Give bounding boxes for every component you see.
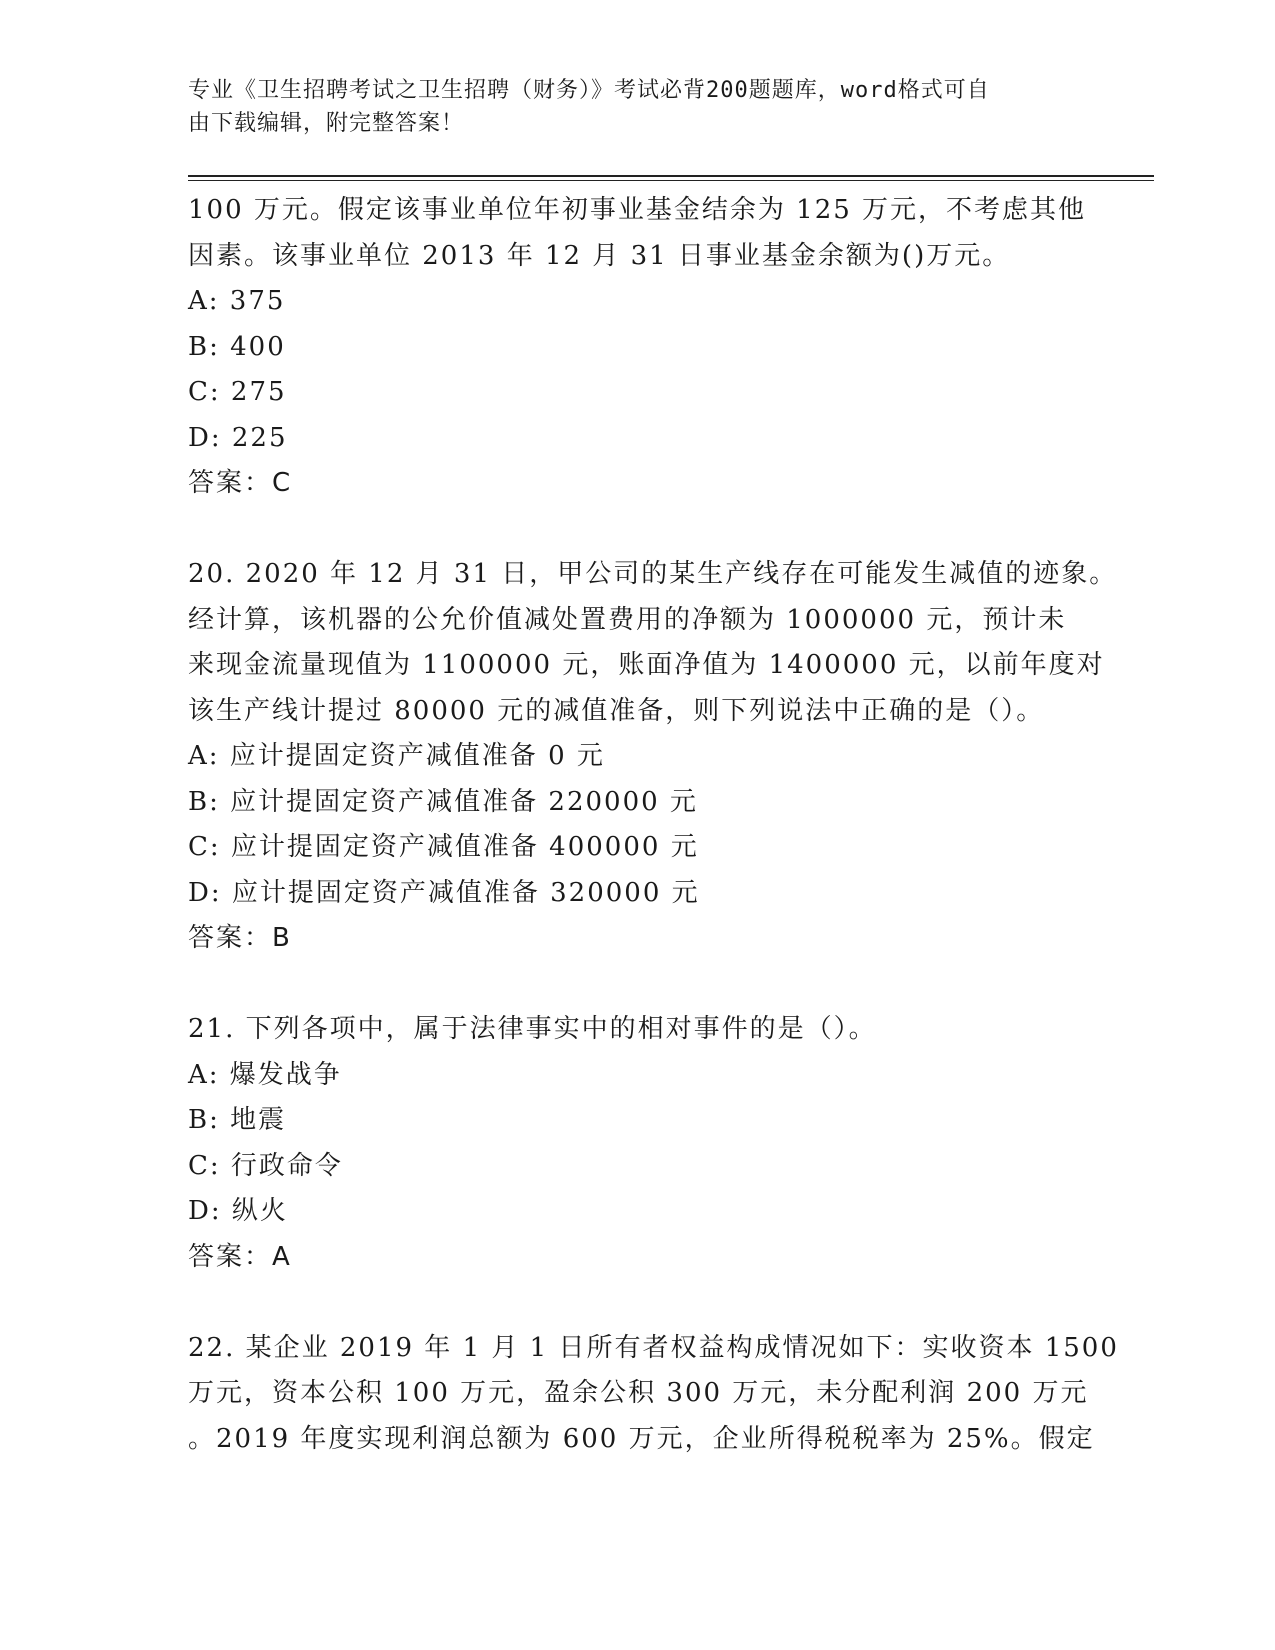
spacer	[188, 507, 1088, 553]
question-text-line: 来现金流量现值为 1100000 元，账面净值为 1400000 元，以前年度对	[188, 650, 1105, 680]
question-22	[188, 1326, 1119, 1463]
spacer	[188, 1280, 1088, 1326]
header-title-line-1: 专业《卫生招聘考试之卫生招聘（财务）》考试必背200题题库，word格式可自	[188, 78, 990, 103]
answer-line: 答案：B	[188, 923, 292, 953]
spacer	[188, 962, 1088, 1008]
option-c: C: 275	[188, 377, 287, 407]
option-c: C: 应计提固定资产减值准备 400000 元	[188, 832, 699, 862]
option-b: B: 400	[188, 331, 286, 362]
question-text-line: 万元，资本公积 100 万元，盈余公积 300 万元，未分配利润 200 万元	[188, 1378, 1089, 1408]
option-b: B: 地震	[188, 1105, 287, 1135]
question-text-line: 100 万元。假定该事业单位年初事业基金结余为 125 万元，不考虑其他	[188, 195, 1087, 225]
question-text-line: 。2019 年度实现利润总额为 600 万元，企业所得税税率为 25%。假定	[188, 1423, 1095, 1454]
option-a: A: 应计提固定资产减值准备 0 元	[188, 741, 605, 771]
option-b: B: 应计提固定资产减值准备 220000 元	[188, 786, 698, 817]
header-divider-thin	[188, 180, 1154, 181]
question-text-line: 21. 下列各项中，属于法律事实中的相对事件的是（）。	[188, 1014, 877, 1044]
question-21	[188, 1007, 1088, 1280]
answer-line: 答案：A	[188, 1241, 292, 1272]
header-title-line-2: 由下载编辑，附完整答案！	[188, 111, 465, 136]
answer-line: 答案：C	[188, 468, 293, 498]
question-text-line: 经计算，该机器的公允价值减处置费用的净额为 1000000 元，预计未	[188, 604, 1067, 635]
option-d: D: 应计提固定资产减值准备 320000 元	[188, 877, 700, 908]
header-divider	[188, 175, 1154, 177]
option-a: A: 375	[188, 286, 286, 316]
document-body	[188, 188, 1119, 1462]
question-text-line: 20. 2020 年 12 月 31 日，甲公司的某生产线存在可能发生减值的迹象。	[188, 559, 1118, 589]
question-20	[188, 552, 1118, 962]
question-text-line: 22. 某企业 2019 年 1 月 1 日所有者权益构成情况如下：实收资本 1500	[188, 1332, 1119, 1363]
question-text-line: 该生产线计提过 80000 元的减值准备，则下列说法中正确的是（）。	[188, 695, 1045, 726]
option-d: D: 纵火	[188, 1196, 288, 1226]
option-a: A: 爆发战争	[188, 1059, 342, 1090]
document-header	[188, 74, 1088, 140]
question-text-line: 因素。该事业单位 2013 年 12 月 31 日事业基金余额为()万元。	[188, 240, 1011, 271]
question-19	[188, 188, 1088, 507]
option-c: C: 行政命令	[188, 1150, 343, 1181]
option-d: D: 225	[188, 422, 288, 453]
